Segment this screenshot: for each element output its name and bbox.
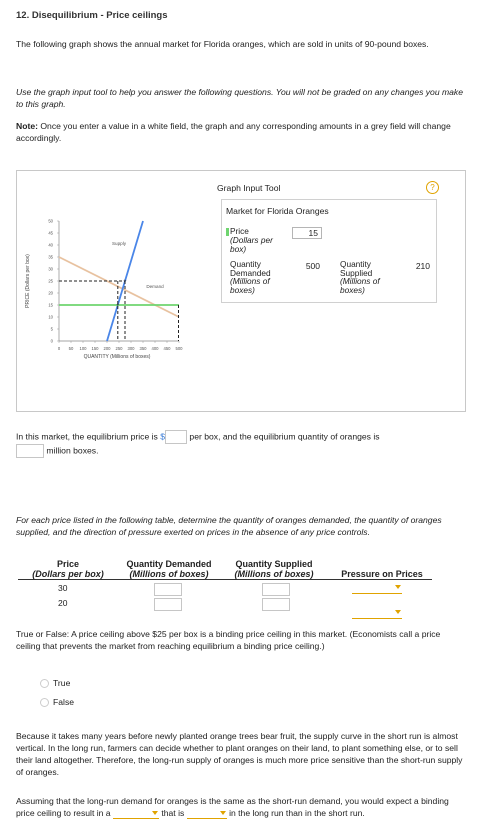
qd-input-row-1[interactable] <box>154 583 182 596</box>
long-run-dropdown-1[interactable] <box>113 809 159 819</box>
question-title: 12. Disequilibrium - Price ceilings <box>16 10 168 21</box>
y-axis-label: PRICE (Dollars per box) <box>25 254 31 308</box>
note-label: Note: <box>16 121 38 131</box>
graph-panel <box>16 170 466 412</box>
equilibrium-quantity-input[interactable] <box>16 444 44 458</box>
price-label: Price (Dollars per box) <box>230 226 273 254</box>
intro-text: The following graph shows the annual market for Florida oranges, which are sold in units of 90-pound boxes. <box>16 39 429 49</box>
col-pressure-header: Pressure on Prices <box>341 569 423 579</box>
col-qs-header: Quantity Supplied (Millions of boxes) <box>234 559 314 579</box>
demand-label: Demand <box>146 284 164 290</box>
pressure-table <box>18 558 436 638</box>
table-instructions: For each price listed in the following table, determine the quantity of oranges demanded, the quantity of oranges supplied, and the direction of pressure exerted on prices in the absence of any price controls. <box>16 515 442 537</box>
help-icon[interactable]: ? <box>426 181 439 194</box>
x-tick-label: 500 <box>175 346 183 351</box>
y-tick-label: 30 <box>48 266 53 272</box>
y-tick-label: 40 <box>48 242 53 248</box>
y-tick-label: 10 <box>48 314 53 320</box>
note-text <box>16 120 466 144</box>
equilibrium-marker: + <box>123 278 127 285</box>
x-tick-label: 350 <box>139 346 147 351</box>
option-false[interactable]: False <box>40 697 74 707</box>
qs-input-row-2[interactable] <box>262 598 290 611</box>
long-run-question: Assuming that the long-run demand for oranges is the same as the short-run demand, you would expect a binding price ceiling to result in a that is in the long run than in the short run. <box>16 796 449 818</box>
dollar-sign: $ <box>160 431 166 442</box>
ceiling-color-swatch <box>226 228 229 236</box>
quantity-demanded-label: Quantity Demanded (Millions of boxes) <box>230 259 271 295</box>
equilibrium-question: In this market, the equilibrium price is $ per box, and the equilibrium quantity of oranges is million boxes. <box>16 430 466 458</box>
y-tick-label: 20 <box>48 290 53 296</box>
header-rule <box>18 579 432 580</box>
x-tick-label: 50 <box>68 346 74 351</box>
y-tick-label: 45 <box>48 230 53 236</box>
graph-input-tool-title: Graph Input Tool <box>217 183 281 193</box>
x-tick-label: 0 <box>57 346 61 351</box>
long-run-text: Because it takes many years before newly planted orange trees bear fruit, the supply curve in the short run is almost vertical. In the long run, farmers can decide whether to plant oranges on their land, to plant something else, or to sell their land altogether. Therefore, the long-run supply of oranges is much more price sensitive than the short-run supply of oranges. <box>16 731 463 777</box>
y-tick-label: 5 <box>50 326 53 332</box>
long-run-dropdown-2[interactable] <box>187 809 227 819</box>
y-tick-label: 35 <box>48 254 53 260</box>
x-axis-label: QUANTITY (Millions of boxes) <box>83 354 151 360</box>
pressure-dropdown-row-1[interactable] <box>352 583 402 594</box>
y-tick-label: 25 <box>48 278 53 284</box>
x-tick-label: 450 <box>163 346 171 351</box>
x-tick-label: 150 <box>91 346 99 351</box>
ceiling-supply-marker: + <box>116 302 120 309</box>
quantity-supplied-value: 210 <box>408 261 430 271</box>
market-title: Market for Florida Oranges <box>226 206 329 216</box>
true-false-question: True or False: A price ceiling above $25 per box is a binding price ceiling in this market. (Economists call a price ceiling that prevents the market from reaching equilibrium a binding price ceiling.) <box>16 629 441 651</box>
x-tick-label: 250 <box>115 346 123 351</box>
quantity-demanded-value: 500 <box>298 261 320 271</box>
x-tick-label: 300 <box>127 346 135 351</box>
radio-true[interactable] <box>40 679 49 688</box>
y-tick-label: 15 <box>48 302 53 308</box>
instructions-text: Use the graph input tool to help you answer the following questions. You will not be graded on any changes you make to this graph. <box>16 87 464 109</box>
col-qd-header: Quantity Demanded (Millions of boxes) <box>126 559 212 579</box>
col-price-header: Price (Dollars per box) <box>32 559 104 579</box>
note-body: Once you enter a value in a white field, the graph and any corresponding amounts in a grey field will change accordingly. <box>16 121 451 143</box>
option-true[interactable]: True <box>40 678 70 688</box>
y-tick-label: 0 <box>50 338 53 344</box>
row-price-30: 30 <box>58 583 68 593</box>
y-tick-label: 50 <box>48 218 53 224</box>
equilibrium-price-input[interactable] <box>165 430 187 444</box>
market-graph[interactable] <box>17 171 217 401</box>
graph-input-tool <box>221 199 437 303</box>
radio-false[interactable] <box>40 698 49 707</box>
row-price-20: 20 <box>58 598 68 608</box>
x-tick-label: 100 <box>79 346 87 351</box>
qd-input-row-2[interactable] <box>154 598 182 611</box>
price-input[interactable]: 15 <box>292 227 322 239</box>
pressure-dropdown-row-2[interactable] <box>352 608 402 619</box>
supply-label: Supply <box>111 241 127 246</box>
quantity-supplied-label: Quantity Supplied (Millions of boxes) <box>340 259 380 295</box>
qs-input-row-1[interactable] <box>262 583 290 596</box>
x-tick-label: 200 <box>103 346 111 351</box>
x-tick-label: 400 <box>151 346 159 351</box>
